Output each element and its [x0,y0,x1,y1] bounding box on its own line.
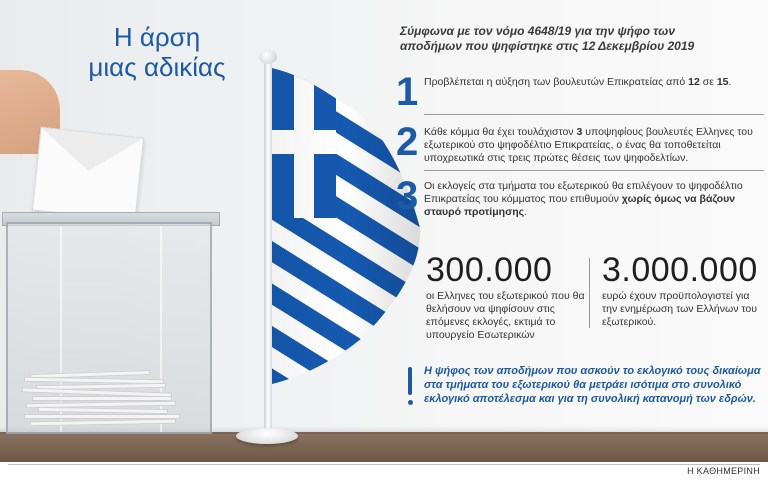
exclamation-icon-dot [408,400,413,405]
flag-pole [264,58,272,430]
item-text: Οι εκλογείς στα τμήματα του εξωτερικού θα επιλέγουν το ψηφοδέλτιο Επικρατείας του κόμματος που επιθυμούν χωρίς όμως να βάζουν σταυρό προτίμησης. [424,180,743,218]
title-line-2: μιας αδικίας [88,52,226,82]
list-item-1 [396,70,766,114]
credit: Η ΚΑΘΗΜΕΡΙΝΗ [687,466,760,476]
page-title [82,22,232,82]
divider [424,170,764,171]
item-text: Κάθε κόμμα θα έχει τουλάχιστον 3 υποψηφίους βουλευτές Ελληνες του εξωτερικού στο ψηφοδέλτιο Επικρατείας, ο ένας θα τοποθετείται υποχρεωτικά στις τρεις πρώτες θέσεις των ψηφοδελτίων. [424,126,753,164]
item-number: 3 [396,174,419,218]
ballots-pile [22,372,190,428]
highlight-note: Η ψήφος των αποδήμων που ασκούν το εκλογικό τους δικαίωμα στα τμήματα του εξωτερικού θα μετράει ισότιμα στο συνολικό εκλογικό αποτέλεσμα και για τη συνολική κατανομή των εδρών. [424,365,761,405]
wooden-floor [0,432,768,462]
envelope-illustration [32,127,144,221]
list-item-3 [396,174,766,218]
greek-flag-illustration [272,68,422,388]
list-item-2 [396,120,766,164]
stat-description: οι Ελληνες του εξωτερικού που θα θελήσουν να ψηφίσουν στις επόμενες εκλογές, εκτιμά το υπουργείο Εσωτερικών [426,290,585,341]
stat-value: 3.000.000 [602,251,758,289]
divider [424,114,764,115]
item-text: Προβλέπεται η αύξηση των βουλευτών Επικρατείας από 12 σε 15. [424,76,732,88]
stat-budget [602,252,762,329]
exclamation-icon [408,367,412,395]
footer-rule [8,464,760,465]
intro-text: Σύμφωνα με τον νόμο 4648/19 για την ψήφο των αποδήμων που ψηφίστηκε στις 12 Δεκεμβρίου 2019 [400,24,695,53]
title-line-1: Η άρση [113,22,201,52]
stat-description: ευρώ έχουν προϋπολογιστεί για την ενημέρωση των Ελλήνων του εξωτερικού. [602,290,757,328]
stat-divider [589,258,590,328]
flag-stand-base [236,428,298,444]
stat-value: 300.000 [426,251,553,289]
flag-pole-finial [259,50,277,64]
item-number: 1 [396,70,419,114]
item-number: 2 [396,120,419,164]
stat-voters [426,252,586,342]
